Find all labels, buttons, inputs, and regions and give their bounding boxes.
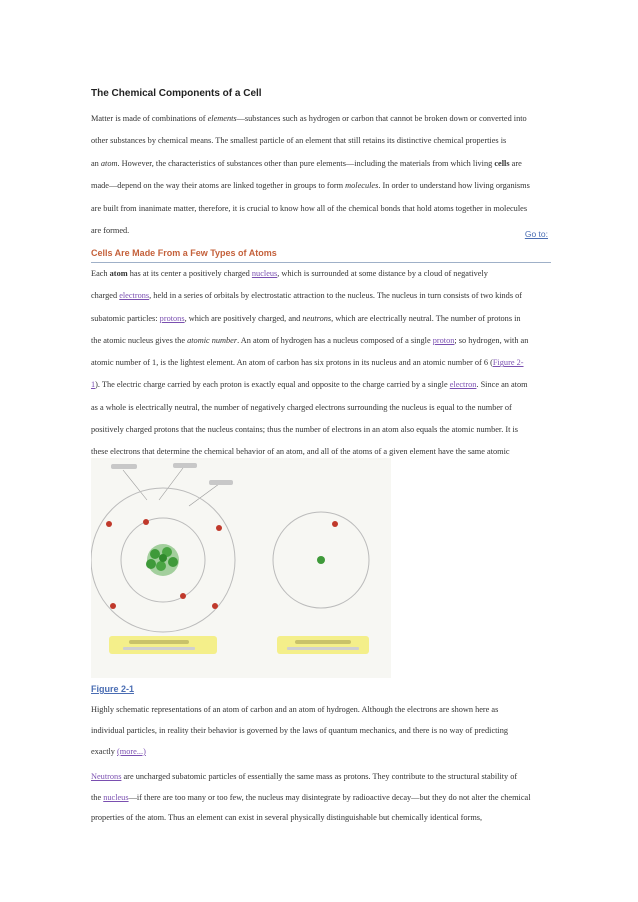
- text-run: an: [91, 158, 101, 168]
- text-line: Highly schematic representations of an atom of carbon and an atom of hydrogen. Although the electrons are shown here as: [91, 705, 499, 714]
- text-line: [91, 308, 551, 330]
- atom-figure: [91, 458, 391, 678]
- hydrogen-nucleus: [317, 556, 325, 564]
- carbon-hydrogen-diagram: [91, 458, 391, 678]
- text-line: properties of the atom. Thus an element can exist in several physically distinguishable but chemically identical forms,: [91, 813, 483, 822]
- text-run: . In order to understand how living organisms: [378, 181, 530, 191]
- figure-2-1-link-cont[interactable]: 1: [91, 380, 96, 390]
- label-blur: [295, 640, 351, 644]
- text-run: charged: [91, 291, 120, 301]
- text-run: , which are electrically neutral. The number of protons in: [331, 313, 521, 323]
- text-line: [91, 788, 551, 809]
- text-line: [91, 374, 551, 396]
- text-run: ; so hydrogen, with an: [454, 335, 529, 345]
- term-elements: elements: [207, 114, 237, 123]
- text-run: . However, the characteristics of substances other than pure elements—including the materials from which living: [117, 158, 495, 168]
- text-line: [91, 175, 551, 197]
- text-line: [91, 153, 551, 175]
- page-title: The Chemical Components of a Cell: [91, 88, 262, 99]
- electron-link[interactable]: electron: [449, 380, 477, 390]
- label-blur: [123, 647, 195, 650]
- text-run: ). The electric charge carried by each proton is exactly equal and opposite to the charge carried by a single: [95, 380, 450, 390]
- intro-paragraph: [91, 108, 551, 242]
- text-run: , which is surrounded at some distance by a cloud of negatively: [277, 269, 488, 278]
- nucleus-link-2[interactable]: nucleus: [103, 792, 129, 802]
- label-blur: [287, 647, 359, 650]
- text-line: individual particles, in reality their behavior is governed by the laws of quantum mechanics, and there is no way of predicting: [91, 726, 509, 735]
- figure-caption-link[interactable]: Figure 2-1: [91, 684, 135, 694]
- text-run: —if there are too many or too few, the nucleus may disintegrate by radioactive decay—but they do not alter the chemical: [128, 792, 531, 802]
- term-cells: cells: [494, 158, 510, 168]
- text-line: [91, 285, 551, 307]
- text-run: has at its center a positively charged: [127, 269, 252, 278]
- electrons-link[interactable]: electrons: [119, 291, 150, 301]
- text-run: subatomic particles:: [91, 313, 160, 323]
- more-link[interactable]: (more...): [117, 747, 146, 756]
- text-run: Each: [91, 269, 110, 278]
- text-run: made—depend on the way their atoms are linked together in groups to form: [91, 181, 346, 191]
- term-neutrons: neutrons: [302, 313, 332, 323]
- neutrons-paragraph: [91, 767, 551, 829]
- neutrons-link[interactable]: Neutrons: [91, 772, 122, 781]
- text-run: the atomic nucleus gives the: [91, 335, 188, 345]
- text-line: [91, 767, 551, 788]
- text-line: positively charged protons that the nucleus contains; thus the number of electrons in an atom also equals the atomic number. It is: [91, 425, 519, 435]
- term-atom: atom: [100, 158, 118, 168]
- term-atomic-number: atomic number: [187, 335, 238, 345]
- figure-2-1-link[interactable]: Figure 2-: [492, 358, 524, 368]
- text-run: the: [91, 792, 104, 802]
- text-line: [91, 330, 551, 352]
- carbon-label-bar: [109, 636, 217, 654]
- text-run: are uncharged subatomic particles of essentially the same mass as protons. They contribute to the structural stability of: [121, 772, 518, 781]
- text-line: [91, 263, 551, 285]
- text-run: , held in a series of orbitals by electrostatic attraction to the nucleus. The nucleus in turn consists of two kinds of: [149, 291, 523, 301]
- text-line: [91, 741, 551, 762]
- text-line: as a whole is electrically neutral, the number of negatively charged electrons surrounding the nucleus is equal to the number of: [91, 402, 512, 412]
- text-line: [91, 108, 551, 130]
- figure-description: [91, 699, 551, 762]
- atom-paragraph: [91, 263, 551, 486]
- text-run: . Since an atom: [476, 380, 528, 390]
- label-blur: [173, 463, 197, 468]
- text-run: are: [509, 158, 522, 168]
- text-run: —substances such as hydrogen or carbon that cannot be broken down or converted into: [236, 114, 527, 123]
- term-molecules: molecules: [345, 181, 379, 191]
- text-line: are built from inanimate matter, therefore, it is crucial to know how all of the chemical bonds that hold atoms together in molecules: [91, 203, 528, 213]
- text-line: other substances by chemical means. The smallest particle of an element that still retains its distinctive chemical properties is: [91, 136, 507, 146]
- protons-link[interactable]: protons: [159, 313, 185, 323]
- goto-link[interactable]: Go to:: [524, 229, 548, 239]
- text-run: atomic number of 1, is the lightest element. An atom of carbon has six protons in its nucleus and an atomic number of 6 (: [91, 358, 493, 368]
- hydrogen-label-bar: [277, 636, 369, 654]
- text-line: are formed.: [91, 225, 130, 235]
- text-line: [91, 352, 551, 374]
- section-heading: Cells Are Made From a Few Types of Atoms: [91, 248, 277, 258]
- text-run: Matter is made of combinations of: [91, 114, 208, 123]
- text-run: . An atom of hydrogen has a nucleus composed of a single: [237, 335, 433, 345]
- label-blur: [111, 464, 137, 469]
- text-run: exactly: [91, 747, 118, 756]
- label-blur: [209, 480, 233, 485]
- hydrogen-electron: [332, 521, 338, 527]
- text-line: these electrons that determine the chemical behavior of an atom, and all of the atoms of a given element have the same atomic: [91, 447, 510, 457]
- label-blur: [129, 640, 189, 644]
- term-atom-bold: atom: [109, 269, 128, 278]
- nucleus-link[interactable]: nucleus: [251, 269, 278, 278]
- text-run: , which are positively charged, and: [184, 313, 303, 323]
- proton-link[interactable]: proton: [432, 335, 455, 345]
